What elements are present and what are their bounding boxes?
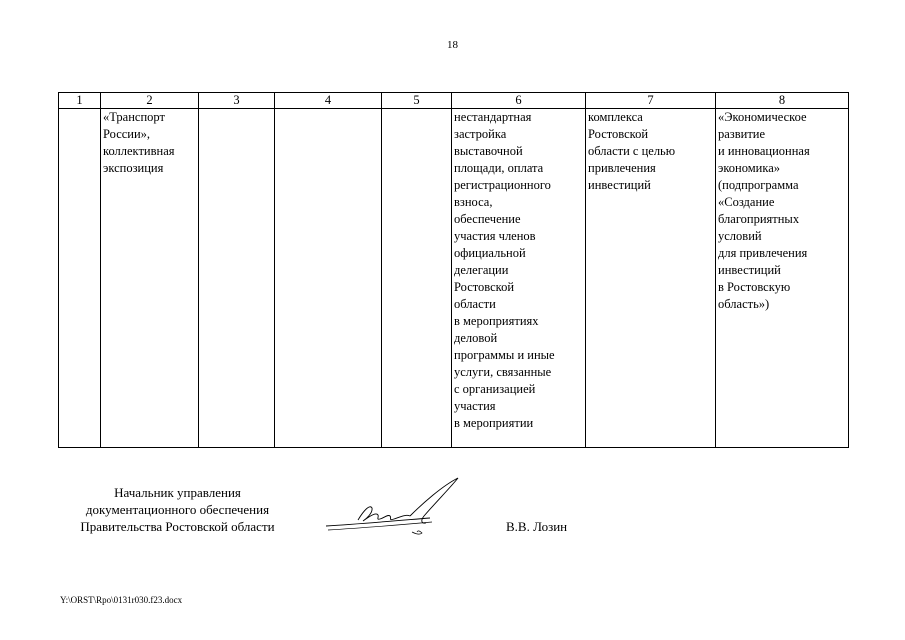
table-cell-purpose: комплекса Ростовской области с целью привлечения инвестиций <box>586 109 716 448</box>
table-header-row <box>59 93 849 109</box>
column-header-3: 3 <box>199 93 275 109</box>
table-cell-event-name: «Транспорт России», коллективная экспозиция <box>101 109 199 448</box>
column-header-1: 1 <box>59 93 101 109</box>
column-header-5: 5 <box>382 93 452 109</box>
data-table <box>58 92 849 448</box>
file-path: Y:\ORST\Rpo\0131r030.f23.docx <box>60 595 183 605</box>
table-cell-3 <box>199 109 275 448</box>
table-cell-1 <box>59 109 101 448</box>
table-cell-4 <box>275 109 382 448</box>
handwritten-signature <box>318 474 468 544</box>
table-row <box>59 109 849 448</box>
column-header-2: 2 <box>101 93 199 109</box>
column-header-8: 8 <box>716 93 849 109</box>
signatory-name: В.В. Лозин <box>506 519 568 534</box>
table-cell-expenses: нестандартная застройка выставочной площади, оплата регистрационного взноса, обеспечение участия членов официальной делегации Ростовской области в мероприятиях деловой программы и иные услуги, связанные с организацией участия в мероприятии <box>452 109 586 448</box>
column-header-4: 4 <box>275 93 382 109</box>
table-cell-5 <box>382 109 452 448</box>
table-cell-program: «Экономическое развитие и инновационная экономика» (подпрограмма «Создание благоприятных условий для привлечения инвестиций в Ростовскую область») <box>716 109 849 448</box>
signatory-title: Начальник управления документационного обеспечения Правительства Ростовской области <box>80 485 275 534</box>
column-header-7: 7 <box>586 93 716 109</box>
column-header-6: 6 <box>452 93 586 109</box>
page-number: 18 <box>447 39 458 51</box>
